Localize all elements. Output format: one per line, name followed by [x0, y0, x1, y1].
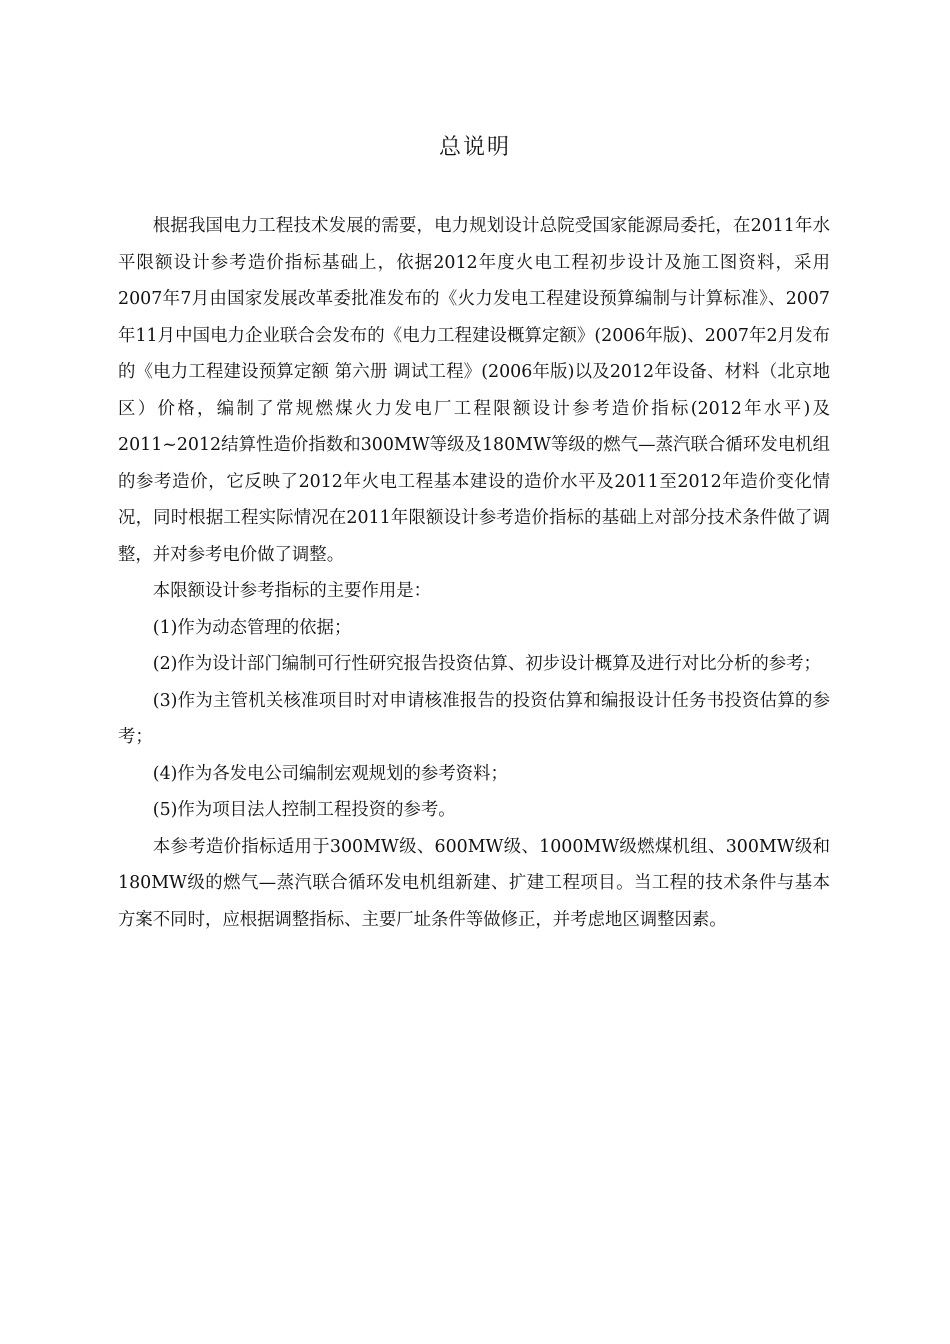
paragraph-purpose-5: (5)作为项目法人控制工程投资的参考。: [152, 800, 456, 820]
paragraph-purpose-3: (3)作为主管机关核准项目时对申请核准报告的投资估算和编报设计任务书投资估算的参考；: [118, 690, 830, 747]
paragraph-scope: 本参考造价指标适用于300MW级、600MW级、1000MW级燃煤机组、300MW级和180MW级的燃气—蒸汽联合循环发电机组新建、扩建工程项目。当工程的技术条件与基本方案不同时，应根据调整指标、主要厂址条件等做修正，并考虑地区调整因素。: [118, 836, 830, 930]
paragraph-purpose-2: (2)作为设计部门编制可行性研究报告投资估算、初步设计概算及进行对比分析的参考；: [152, 654, 821, 674]
page-title: 总说明: [438, 135, 511, 160]
paragraph-purpose-intro: 本限额设计参考指标的主要作用是：: [152, 581, 432, 601]
paragraph-background: 根据我国电力工程技术发展的需要，电力规划设计总院受国家能源局委托，在2011年水平限额设计参考造价指标基础上，依据2012年度火电工程初步设计及施工图资料，采用2007年7月由国家发展改革委批准发布的《火力发电工程建设预算编制与计算标准》、2007年11月中国电力企业联合会发布的《电力工程建设概算定额》(2006年版)、2007年2月发布的《电力工程建设预算定额 第六册 调试工程》(2006年版)以及2012年设备、材料（北京地区）价格，编制了常规燃煤火力发电厂工程限额设计参考造价指标(2012年水平)及2011~2012结算性造价指数和300MW等级及180MW等级的燃气—蒸汽联合循环发电机组的参考造价，它反映了2012年火电工程基本建设的造价水平及2011至2012年造价变化情况，同时根据工程实际情况在2011年限额设计参考造价指标的基础上对部分技术条件做了调整，并对参考电价做了调整。: [118, 216, 830, 565]
body-text: [118, 208, 830, 938]
paragraph-purpose-4: (4)作为各发电公司编制宏观规划的参考资料；: [152, 763, 508, 784]
paragraph-purpose-1: (1)作为动态管理的依据；: [152, 617, 352, 638]
